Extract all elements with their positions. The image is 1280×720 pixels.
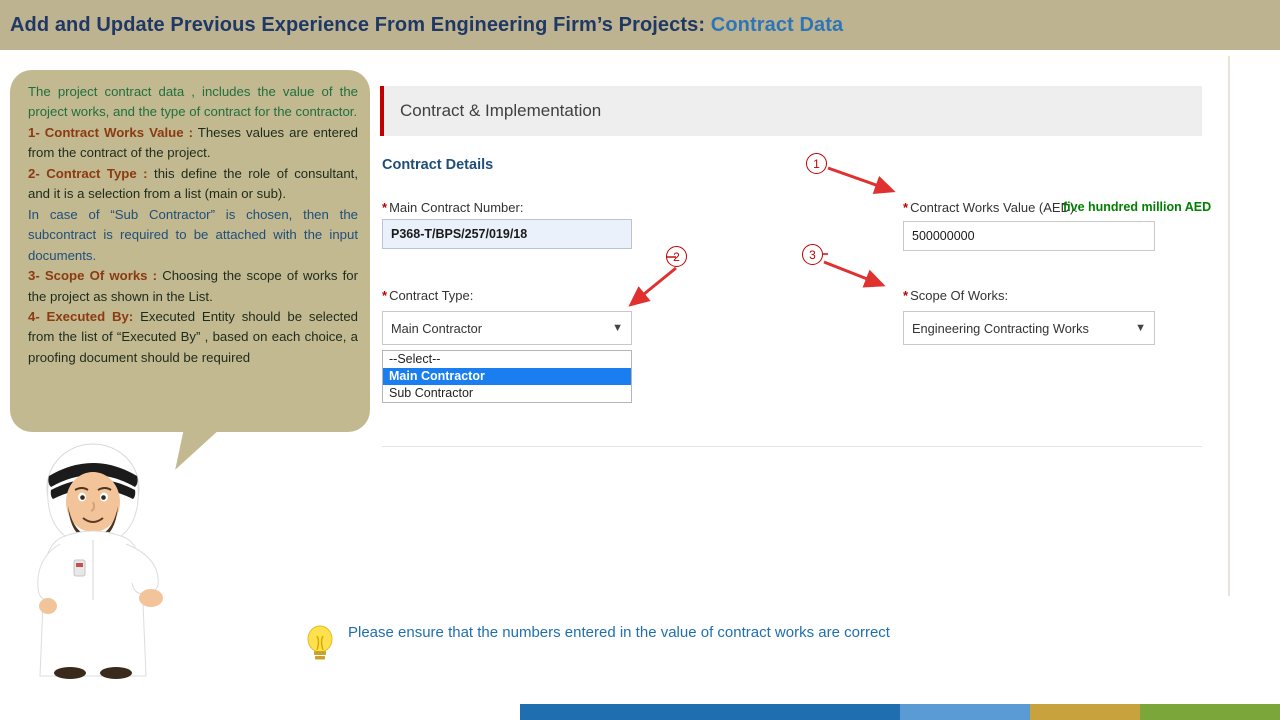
contract-implementation-panel	[380, 86, 1202, 136]
tip-message: Please ensure that the numbers entered in the value of contract works are correct	[348, 624, 890, 641]
contract-type-dropdown-options[interactable]	[382, 350, 632, 403]
contract-works-value-label	[903, 200, 1078, 215]
callout-item-3-text: Choosing the scope of works for the project as shown in the List.	[28, 268, 358, 304]
annotation-marker-2: 2	[666, 246, 687, 267]
main-contract-number-input[interactable]	[382, 219, 632, 249]
callout-item-4-label: 4- Executed By:	[28, 308, 134, 324]
scope-of-works-select[interactable]	[903, 311, 1155, 345]
bottom-color-bar	[0, 704, 1280, 720]
bottom-bar-segment-5	[1140, 704, 1280, 720]
bottom-bar-segment-4	[1030, 704, 1140, 720]
bottom-bar-segment-2	[520, 704, 900, 720]
arrow-3	[824, 262, 880, 284]
header-bar	[0, 0, 1280, 50]
option-select-placeholder[interactable]: --Select--	[389, 352, 441, 366]
contract-works-value-hint: five hundred million AED	[1063, 200, 1212, 214]
arrow-1	[828, 168, 890, 190]
bottom-bar-segment-3	[900, 704, 1030, 720]
callout-item-2-label: 2- Contract Type :	[28, 165, 148, 181]
required-asterisk: *	[382, 200, 388, 215]
annotation-marker-3: 3	[802, 244, 823, 265]
callout-item-4	[28, 307, 358, 368]
callout-item-3	[28, 266, 358, 307]
lightbulb-icon	[303, 622, 337, 666]
callout-item-4-text: Executed Entity should be selected from the list of “Executed By” , based on each choice, a proofing document should be required	[28, 308, 358, 365]
callout-intro: The project contract data , includes the value of the project works, and the type of contract for the contractor.	[28, 84, 358, 120]
contract-type-select[interactable]	[382, 311, 632, 345]
contract-works-value-input[interactable]	[903, 221, 1155, 251]
page-title-accent: Contract Data	[710, 13, 844, 36]
main-contract-number-label-text: Main Contract Number:	[389, 200, 524, 215]
instruction-callout-text	[28, 82, 358, 368]
callout-item-1	[28, 123, 358, 164]
instruction-callout	[10, 70, 370, 432]
contract-works-value-text: 500000000	[912, 229, 975, 243]
chevron-down-icon[interactable]: ▼	[1135, 322, 1146, 334]
section-title-contract-details: Contract Details	[382, 157, 494, 173]
bottom-bar-segment-1	[0, 704, 520, 720]
callout-item-2-note: In case of “Sub Contractor” is chosen, then the subcontract is required to be attached with the input documents.	[28, 206, 358, 263]
contract-type-label-text: Contract Type:	[389, 288, 474, 303]
avatar-illustration	[18, 440, 198, 680]
callout-item-2	[28, 164, 358, 205]
main-contract-number-value: P368-T/BPS/257/019/18	[391, 227, 528, 241]
callout-item-1-label: 1- Contract Works Value :	[28, 124, 193, 140]
chevron-down-icon[interactable]: ▼	[612, 322, 623, 334]
page-title	[0, 14, 843, 37]
required-asterisk: *	[903, 200, 909, 215]
callout-item-1-text: Theses values are entered from the contract of the project.	[28, 124, 358, 161]
contract-type-label	[382, 288, 473, 303]
scope-of-works-selected-value: Engineering Contracting Works	[912, 320, 1089, 336]
main-contract-number-label	[382, 200, 523, 215]
contract-works-value-label-text: Contract Works Value (AED):	[910, 200, 1078, 215]
callout-item-2-text: this define the role of consultant, and it is a selection from a list (main or sub).	[28, 165, 358, 202]
required-asterisk: *	[382, 288, 388, 303]
page-title-main: Add and Update Previous Experience From Engineering Firm’s Projects:	[10, 13, 711, 36]
required-asterisk: *	[903, 288, 909, 303]
right-edge-rule	[1228, 56, 1230, 596]
arrow-2	[633, 268, 676, 303]
scope-of-works-label-text: Scope Of Works:	[910, 288, 1009, 303]
option-main-contractor[interactable]: Main Contractor	[383, 368, 631, 385]
panel-title: Contract & Implementation	[400, 101, 602, 120]
form-bottom-rule	[382, 446, 1202, 447]
option-sub-contractor[interactable]: Sub Contractor	[389, 386, 474, 400]
contract-type-selected-value: Main Contractor	[391, 320, 483, 336]
annotation-marker-1: 1	[806, 153, 827, 174]
scope-of-works-label	[903, 288, 1008, 303]
callout-item-3-label: 3- Scope Of works :	[28, 268, 158, 284]
